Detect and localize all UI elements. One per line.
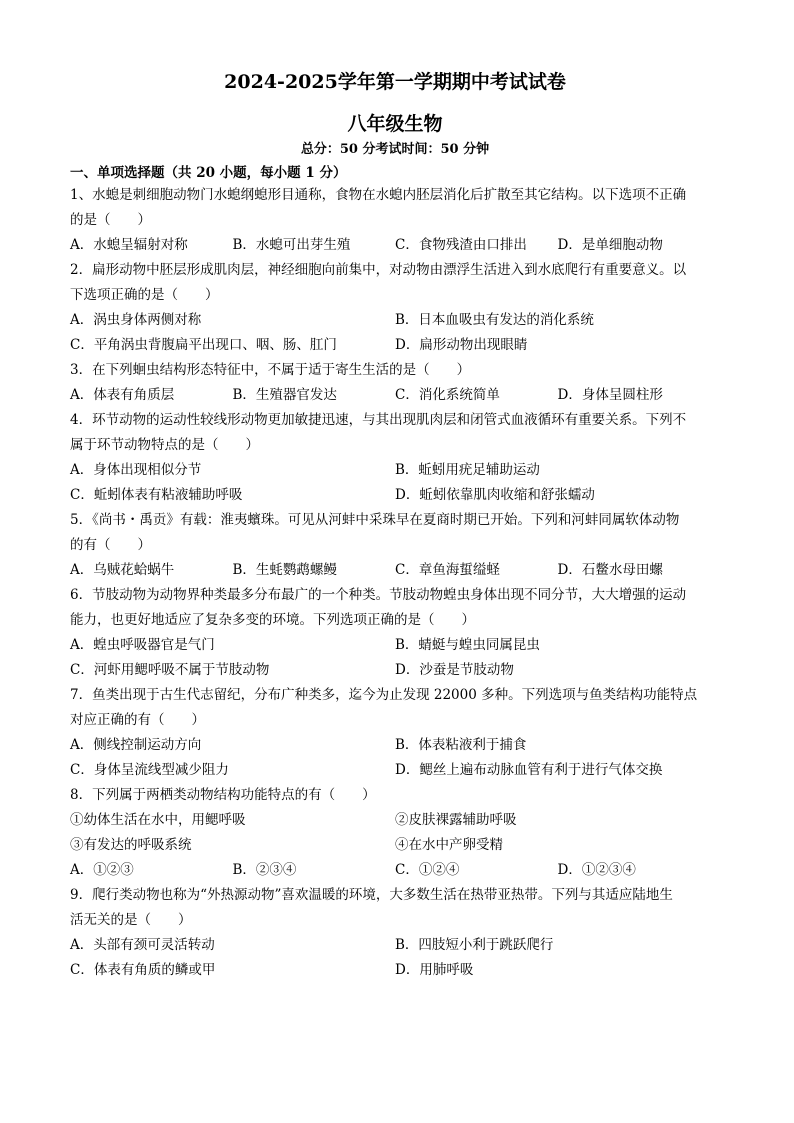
options-row	[70, 733, 720, 758]
options-row	[70, 933, 720, 958]
answer-option: C．蚯蚓体表有粘液辅助呼吸	[70, 487, 243, 503]
options-row	[70, 633, 720, 658]
answer-option: B．体表粘液利于捕食	[395, 737, 527, 753]
answer-option: D．是单细胞动物	[557, 237, 663, 253]
answer-option: D．沙蚕是节肢动物	[395, 662, 514, 678]
question-stem: 对应正确的有（ ）	[70, 712, 205, 728]
answer-option: A．侧线控制运动方向	[70, 737, 202, 753]
question-stem: 的有（ ）	[70, 537, 151, 553]
options-row	[70, 483, 720, 508]
statement-item: ③有发达的呼吸系统	[70, 837, 192, 853]
answer-option: D．石鳖水母田螺	[557, 562, 663, 578]
question	[70, 408, 720, 508]
question	[70, 183, 720, 258]
question-stem: 下选项正确的是（ ）	[70, 287, 219, 303]
question-stem: 9．爬行类动物也称为“外热源动物”喜欢温暖的环境，大多数生活在热带亚热带。下列与其适应陆地生	[70, 887, 673, 903]
answer-option: A．水螅呈辐射对称	[70, 237, 188, 253]
options-row	[70, 233, 720, 258]
question-stem: 4．环节动物的运动性较线形动物更加敏捷迅速，与其出现肌肉层和闭管式血液循环有重要关系。下列不	[70, 412, 687, 428]
options-row	[70, 333, 720, 358]
question-stem: 3．在下列蛔虫结构形态特征中，不属于适于寄生生活的是（ ）	[70, 362, 471, 378]
answer-option: A．①②③	[70, 862, 134, 878]
statement-item: ④在水中产卵受精	[395, 837, 503, 853]
options-row	[70, 308, 720, 333]
statement-item: ①幼体生活在水中，用鳃呼吸	[70, 812, 246, 828]
answer-option: D．鳃丝上遍布动脉血管有利于进行气体交换	[395, 762, 663, 778]
options-row	[70, 758, 720, 783]
answer-option: C．①②④	[395, 862, 460, 878]
answer-option: B．日本血吸虫有发达的消化系统	[395, 312, 594, 328]
section-heading: 一、单项选择题（共 20 小题，每小题 1 分）	[70, 165, 347, 181]
answer-option: B．生蚝鹦鹉螺鳗	[232, 562, 337, 578]
options-row	[70, 383, 720, 408]
answer-option: D．蚯蚓依靠肌肉收缩和舒张蠕动	[395, 487, 595, 503]
options-row	[70, 858, 720, 883]
question-stem: 能力，也更好地适应了复杂多变的环境。下列选项正确的是（ ）	[70, 612, 475, 628]
question-stem: 活无关的是（ ）	[70, 912, 192, 928]
statement-row	[70, 808, 720, 833]
answer-option: B．生殖器官发达	[232, 387, 337, 403]
question-list	[70, 183, 720, 983]
question	[70, 258, 720, 358]
exam-subject: 八年级生物	[347, 113, 443, 135]
options-row	[70, 658, 720, 683]
question-stem: 的是（ ）	[70, 212, 151, 228]
options-row	[70, 558, 720, 583]
answer-option: C．平角涡虫背腹扁平出现口、咽、肠、肛门	[70, 337, 337, 353]
answer-option: C．体表有角质的鳞或甲	[70, 962, 216, 978]
options-row	[70, 458, 720, 483]
question	[70, 358, 720, 408]
answer-option: A．身体出现相似分节	[70, 462, 202, 478]
answer-option: B．四肢短小利于跳跃爬行	[395, 937, 554, 953]
question-stem: 2．扁形动物中胚层形成肌肉层，神经细胞向前集中，对动物由漂浮生活进入到水底爬行有重要意义。以	[70, 262, 687, 278]
answer-option: A．头部有颈可灵活转动	[70, 937, 215, 953]
answer-option: C．消化系统简单	[395, 387, 500, 403]
statement-item: ②皮肤裸露辅助呼吸	[395, 812, 517, 828]
answer-option: D．身体呈圆柱形	[557, 387, 663, 403]
question-stem: 5．《尚书・禹贡》有载：淮夷蠙珠。可见从河蚌中采珠早在夏商时期已开始。下列和河蚌同属软体动物	[70, 512, 680, 528]
question-stem: 1、水螅是刺细胞动物门水螅纲螅形目通称，食物在水螅内胚层消化后扩散至其它结构。以下选项不正确	[70, 187, 687, 203]
answer-option: A．乌贼花蛤蜗牛	[70, 562, 175, 578]
question	[70, 508, 720, 583]
question-stem: 6．节肢动物为动物界种类最多分布最广的一个种类。节肢动物蝗虫身体出现不同分节，大大增强的运动	[70, 587, 687, 603]
question	[70, 783, 720, 883]
answer-option: B．蚯蚓用疣足辅助运动	[395, 462, 540, 478]
question	[70, 883, 720, 983]
answer-option: C．身体呈流线型减少阻力	[70, 762, 229, 778]
exam-title: 2024-2025学年第一学期期中考试试卷	[224, 71, 566, 93]
answer-option: B．水螅可出芽生殖	[232, 237, 351, 253]
options-row	[70, 958, 720, 983]
answer-option: B．蜻蜓与蝗虫同属昆虫	[395, 637, 540, 653]
answer-option: A．体表有角质层	[70, 387, 175, 403]
question	[70, 683, 720, 783]
exam-meta: 总分：50 分考试时间：50 分钟	[300, 142, 490, 157]
question	[70, 583, 720, 683]
answer-option: D．用肺呼吸	[395, 962, 474, 978]
question-stem: 7．鱼类出现于古生代志留纪，分布广种类多，迄今为止发现 22000 多种。下列选项与鱼类结构功能特点	[70, 687, 698, 703]
answer-option: A．蝗虫呼吸器官是气门	[70, 637, 215, 653]
answer-option: D．扁形动物出现眼睛	[395, 337, 528, 353]
answer-option: C．章鱼海蜇缢蛏	[395, 562, 500, 578]
answer-option: A．涡虫身体两侧对称	[70, 312, 202, 328]
question-stem: 属于环节动物特点的是（ ）	[70, 437, 259, 453]
exam-page	[70, 68, 720, 983]
answer-option: C．河虾用鳃呼吸不属于节肢动物	[70, 662, 270, 678]
question-stem: 8．下列属于两栖类动物结构功能特点的有（ ）	[70, 787, 376, 803]
statement-row	[70, 833, 720, 858]
answer-option: B．②③④	[232, 862, 297, 878]
answer-option: D．①②③④	[557, 862, 636, 878]
answer-option: C．食物残渣由口排出	[395, 237, 527, 253]
